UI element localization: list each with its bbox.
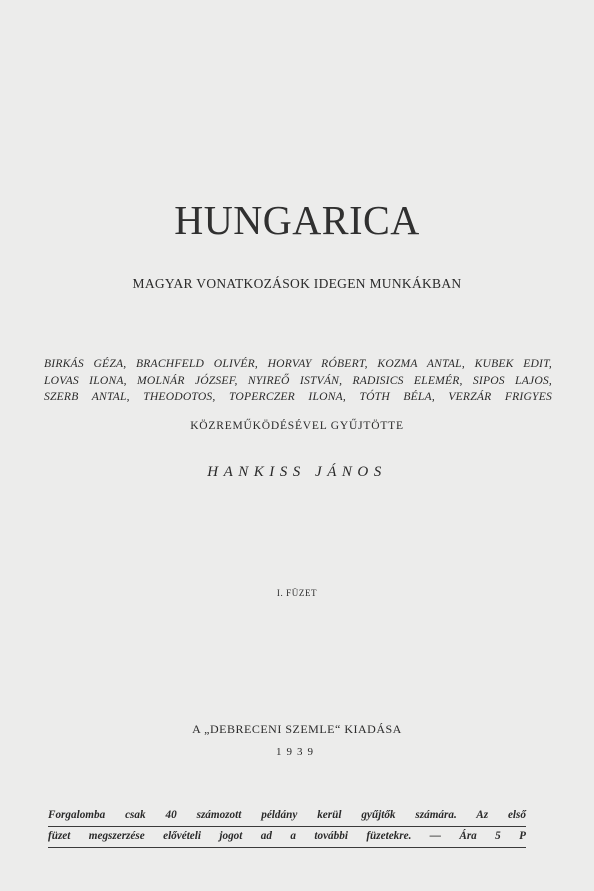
notice-line: füzet megszerzése elővételi jogot ad a további füzetekre. — Ára 5 P bbox=[48, 827, 526, 848]
contributors-line: BIRKÁS GÉZA, BRACHFELD OLIVÉR, HORVAY RÓBERT, KOZMA ANTAL, KUBEK EDIT, bbox=[44, 357, 552, 370]
notice-line: Forgalomba csak 40 számozott példány kerül gyűjtők számára. Az első bbox=[48, 806, 526, 827]
book-subtitle: MAGYAR VONATKOZÁSOK IDEGEN MUNKÁKBAN bbox=[132, 276, 462, 291]
edition-notice bbox=[48, 806, 526, 848]
book-title: HUNGARICA bbox=[174, 197, 420, 243]
publisher-line: A „DEBRECENI SZEMLE“ KIADÁSA bbox=[192, 722, 402, 736]
collaboration-line: KÖZREMŰKÖDÉSÉVEL GYŰJTÖTTE bbox=[190, 420, 404, 432]
contributors-line: LOVAS ILONA, MOLNÁR JÓZSEF, NYIREŐ ISTVÁN, RADISICS ELEMÉR, SIPOS LAJOS, bbox=[44, 373, 552, 387]
issue-number: I. FÜZET bbox=[276, 588, 318, 598]
compiler-name: HANKISS JÁNOS bbox=[207, 464, 387, 480]
contributors-line: SZERB ANTAL, THEODOTOS, TOPERCZER ILONA, TÓTH BÉLA, VERZÁR FRIGYES bbox=[44, 390, 552, 403]
publication-year: 1939 bbox=[276, 746, 318, 758]
contributors-list bbox=[44, 356, 552, 406]
